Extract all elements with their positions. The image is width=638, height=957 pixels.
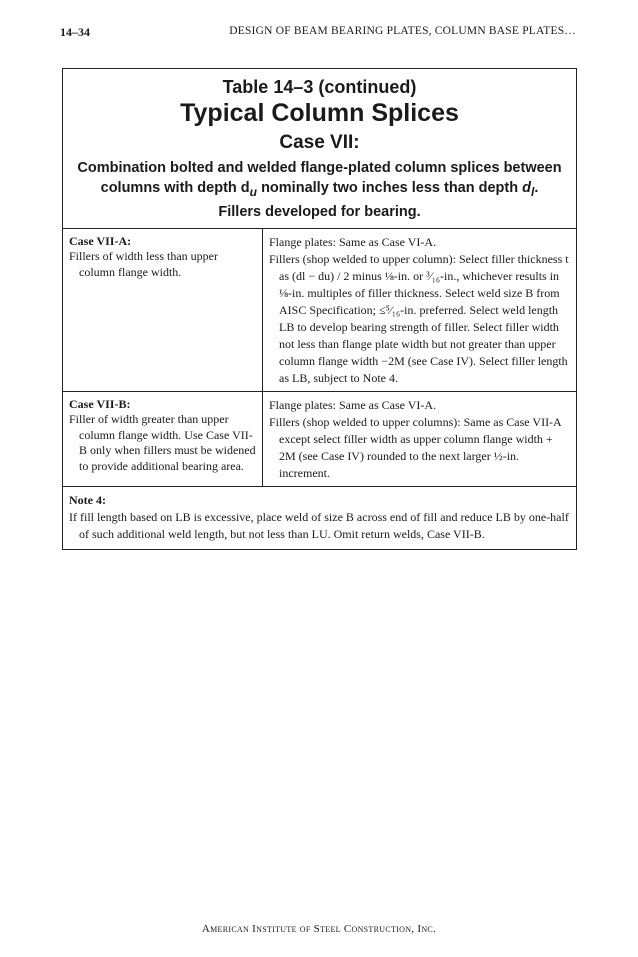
table-label: Table 14–3 (continued)	[222, 77, 417, 97]
row-heading: Case VII-A:	[69, 233, 132, 248]
running-header: DESIGN OF BEAM BEARING PLATES, COLUMN BASE PLATES…	[229, 25, 576, 37]
row-right-line: Flange plates: Same as Case VI-A.	[269, 397, 437, 412]
row-right-cell	[263, 229, 576, 391]
row-left-text: Fillers of width less than upper column flange width.	[69, 249, 218, 279]
table-note	[63, 487, 576, 549]
table-title-block	[63, 69, 576, 229]
row-left-cell	[63, 229, 263, 391]
note-text: If fill length based on LB is excessive, place weld of size B across end of fill and reduce LB by one-half of such additional weld length, but not less than LU. Omit return welds, Case VII-B.	[69, 509, 569, 541]
page-footer: American Institute of Steel Construction, Inc.	[201, 923, 437, 935]
page-number: 14–34	[60, 25, 90, 39]
case-heading: Case VII:	[279, 132, 360, 153]
table-title: Typical Column Splices	[180, 99, 459, 127]
row-right-line: Flange plates: Same as Case VI-A.	[269, 234, 437, 249]
row-right-cell	[263, 392, 576, 486]
table-row-case-vii-b	[63, 392, 576, 487]
row-left-cell	[63, 392, 263, 486]
row-heading: Case VII-B:	[69, 396, 131, 411]
table-row-case-vii-a	[63, 229, 576, 392]
note-heading: Note 4:	[69, 492, 106, 507]
case-description: Combination bolted and welded flange-plated column splices between columns with depth $d_u$ nominally two inches less than depth $d_l$. Fillers developed for bearing.	[77, 160, 562, 220]
row-left-text: Filler of width greater than upper column flange width. Use Case VII-B only when fillers must be widened to provide additional bearing area.	[69, 412, 256, 473]
row-right-line: Fillers (shop welded to upper columns): Same as Case VII-A except select filler width as upper column flange width + 2M (see Case IV) rounded to the next larger ½-in. increment.	[269, 414, 562, 480]
column-splices-table	[62, 68, 577, 550]
row-right-line: Fillers (shop welded to upper column): Select filler thickness t as (dl − du) / 2 minus ⅛-in. or ³⁄₁₆-in., whichever results in ⅛-in. multiples of filler thickness. Select weld size B from AISC Specification; ≤⁵⁄₁₆-in. preferred. Select weld length LB to develop bearing strength of filler. Select filler width not less than flange plate width but not greater than upper column flange width −2M (see Case IV). Select filler length as LB, subject to Note 4.	[269, 251, 569, 385]
